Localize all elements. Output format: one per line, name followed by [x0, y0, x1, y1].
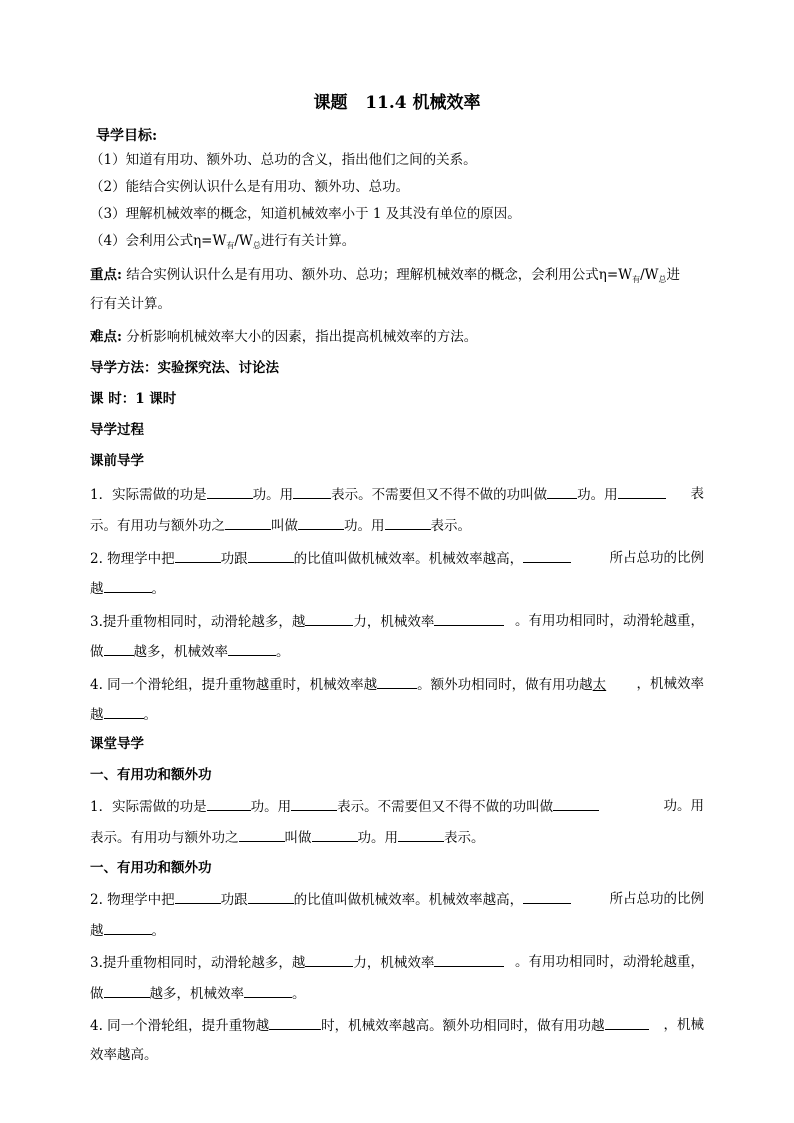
- objective-3: （3）理解机械效率的概念，知道机械效率小于 1 及其没有单位的原因。: [90, 206, 521, 222]
- blank[interactable]: [248, 549, 294, 563]
- blank[interactable]: [605, 1016, 649, 1030]
- blank[interactable]: [305, 612, 353, 626]
- blank[interactable]: [553, 797, 599, 811]
- blank[interactable]: [239, 828, 285, 842]
- blank[interactable]: [104, 984, 150, 998]
- blank[interactable]: [385, 516, 431, 530]
- blank[interactable]: [547, 485, 577, 499]
- objective-2: （2）能结合实例认识什么是有用功、额外功、总功。: [90, 179, 410, 195]
- key-points-cont: 行有关计算。: [90, 296, 171, 312]
- key-points: 重点: 结合实例认识什么是有用功、额外功、总功；理解机械效率的概念，会利用公式$\eta=W_有/W_总$进: [90, 267, 680, 284]
- blank[interactable]: [244, 984, 292, 998]
- blank[interactable]: [293, 485, 331, 499]
- blank[interactable]: [523, 549, 571, 563]
- class-section-1: 一、有用功和额外功: [90, 767, 212, 783]
- blank[interactable]: [104, 705, 144, 719]
- pre-heading: 课前导学: [90, 453, 144, 469]
- page-title: 课题 11.4 机械效率: [313, 93, 481, 113]
- pre-q2-line2: 越 。: [90, 581, 165, 597]
- blank[interactable]: [618, 485, 666, 499]
- class-q4-line1: 4. 同一个滑轮组，提升重物越 时，机械效率越高。额外功相同时，做有用功越 ，机械: [90, 1017, 704, 1034]
- blank[interactable]: [207, 797, 251, 811]
- pre-q4-line2: 越 。: [90, 707, 157, 723]
- blank[interactable]: [305, 953, 353, 967]
- blank[interactable]: [291, 797, 337, 811]
- blank[interactable]: [248, 890, 294, 904]
- process-heading: 导学过程: [90, 422, 144, 438]
- blank[interactable]: [207, 485, 253, 499]
- blank[interactable]: [269, 1016, 321, 1030]
- blank[interactable]: [225, 516, 271, 530]
- pre-q3-line1: 3.提升重物相同时，动滑轮越多，越 力，机械效率 。有用功相同时，动滑轮越重，: [90, 613, 704, 630]
- blank[interactable]: [377, 675, 417, 689]
- class-q3-line2: 做 越多，机械效率 。: [90, 986, 306, 1002]
- blank[interactable]: [398, 828, 444, 842]
- blank[interactable]: [228, 642, 276, 656]
- blank[interactable]: [523, 890, 571, 904]
- objective-1: （1）知道有用功、额外功、总功的含义，指出他们之间的关系。: [90, 152, 477, 168]
- pre-q1-line2: 示。有用功与额外功之 叫做 功。用 表示。: [90, 518, 471, 534]
- class-q2-line2: 越 。: [90, 923, 165, 939]
- pre-q2-line1: 2. 物理学中把 功跟 的比值叫做机械效率。机械效率越高， 所占总功的比例: [90, 550, 704, 567]
- pre-q1-line1: 1．实际需做的功是 功。用 表示。不需要但又不得不做的功叫做 功。用 表: [90, 486, 704, 503]
- class-q2-line1: 2. 物理学中把 功跟 的比值叫做机械效率。机械效率越高， 所占总功的比例: [90, 891, 704, 908]
- class-heading: 课堂导学: [90, 736, 144, 752]
- class-q3-line1: 3.提升重物相同时，动滑轮越多，越 力，机械效率 。有用功相同时，动滑轮越重，: [90, 954, 704, 971]
- blank[interactable]: [298, 516, 344, 530]
- blank[interactable]: [175, 890, 221, 904]
- blank[interactable]: [104, 579, 152, 593]
- difficulty: 难点: 分析影响机械效率大小的因素，指出提高机械效率的方法。: [90, 329, 478, 345]
- blank[interactable]: [175, 549, 221, 563]
- blank[interactable]: [434, 953, 504, 967]
- pre-q4-line1: 4. 同一个滑轮组，提升重物越重时，机械效率越 。额外功相同时，做有用功越太 ，机械效率: [90, 676, 704, 693]
- class-section-2: 一、有用功和额外功: [90, 860, 212, 876]
- method: 导学方法：实验探究法、讨论法: [90, 360, 279, 376]
- class-q1-line2: 表示。有用功与额外功之 叫做 功。用 表示。: [90, 830, 485, 846]
- blank[interactable]: [104, 642, 134, 656]
- class-q1-line1: 1．实际需做的功是 功。用 表示。不需要但又不得不做的功叫做 功。用: [90, 798, 704, 815]
- period: 课 时：1 课时: [90, 391, 177, 407]
- objective-4: （4）会利用公式$\eta=W_有/W_总$进行有关计算。: [90, 233, 356, 250]
- blank[interactable]: [312, 828, 358, 842]
- pre-q3-line2: 做 越多，机械效率 。: [90, 644, 290, 660]
- objectives-heading: 导学目标:: [96, 128, 158, 144]
- class-q4-line2: 效率越高。: [90, 1047, 158, 1063]
- blank[interactable]: [434, 612, 504, 626]
- blank[interactable]: [104, 921, 152, 935]
